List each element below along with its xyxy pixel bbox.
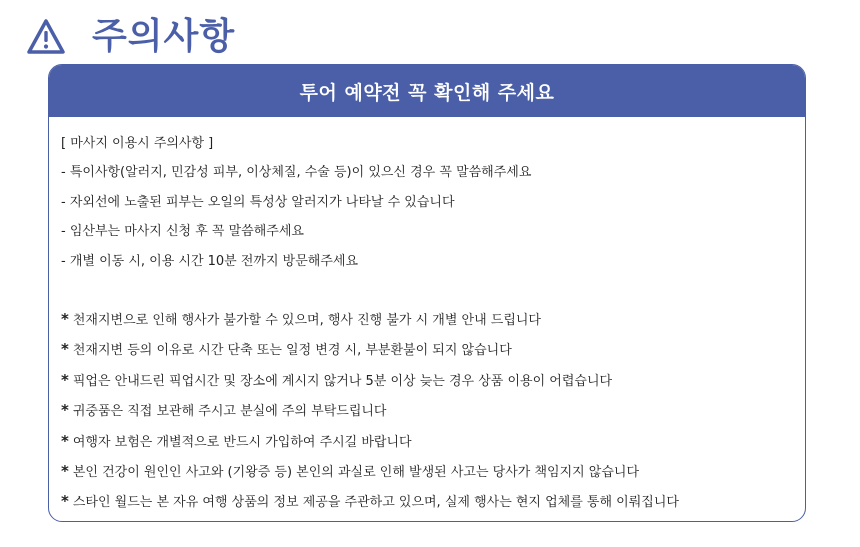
note-item bbox=[61, 366, 795, 396]
note-item bbox=[61, 487, 795, 517]
note-text: 천재지변으로 인해 행사가 불가할 수 있으며, 행사 진행 불가 시 개별 안내 드립니다 bbox=[72, 313, 541, 329]
notice-box bbox=[48, 64, 806, 522]
massage-item: - 개별 이동 시, 이용 시간 10분 전까지 방문해주세요 bbox=[61, 253, 359, 269]
note-text: 천재지변 등의 이유로 시간 단축 또는 일정 변경 시, 부분환불이 되지 않습니다 bbox=[72, 343, 512, 359]
massage-item: - 자외선에 노출된 피부는 오일의 특성상 알러지가 나타날 수 있습니다 bbox=[61, 194, 455, 210]
massage-item: - 특이사항(알러지, 민감성 피부, 이상체질, 수술 등)이 있으신 경우 꼭 말씀해주세요 bbox=[61, 165, 532, 181]
note-text: 픽업은 안내드린 픽업시간 및 장소에 계시지 않거나 5분 이상 늦는 경우 상품 이용이 어렵습니다 bbox=[72, 373, 613, 389]
notice-content bbox=[49, 117, 805, 518]
asterisk-bullet: * bbox=[61, 340, 69, 359]
massage-item: - 임산부는 마사지 신청 후 꼭 말씀해주세요 bbox=[61, 224, 304, 240]
note-text: 본인 건강이 원인인 사고와 (기왕증 등) 본인의 과실로 인해 발생된 사고는 당사가 책임지지 않습니다 bbox=[72, 465, 640, 481]
note-item bbox=[61, 457, 795, 487]
banner-text: 투어 예약전 꼭 확인해 주세요 bbox=[299, 81, 555, 104]
asterisk-bullet: * bbox=[61, 401, 69, 420]
asterisk-bullet: * bbox=[61, 310, 69, 329]
note-item bbox=[61, 396, 795, 426]
warning-triangle-icon bbox=[26, 18, 66, 56]
asterisk-bullet: * bbox=[61, 370, 69, 389]
note-item bbox=[61, 335, 795, 365]
notice-banner bbox=[49, 65, 805, 117]
note-item bbox=[61, 305, 795, 335]
asterisk-bullet: * bbox=[61, 431, 69, 450]
asterisk-bullet: * bbox=[61, 492, 69, 511]
page-title: 주의사항 bbox=[92, 16, 236, 57]
note-item bbox=[61, 427, 795, 457]
page-header bbox=[26, 12, 235, 62]
note-text: 귀중품은 직접 보관해 주시고 분실에 주의 부탁드립니다 bbox=[72, 404, 387, 420]
note-text: 여행자 보험은 개별적으로 반드시 가입하여 주시길 바랍니다 bbox=[72, 434, 412, 450]
massage-section-heading: [ 마사지 이용시 주의사항 ] bbox=[61, 136, 214, 151]
section-spacer bbox=[61, 276, 795, 305]
note-text: 스타인 월드는 본 자유 여행 상품의 정보 제공을 주관하고 있으며, 실제 행사는 현지 업체를 통해 이뤄집니다 bbox=[72, 495, 679, 511]
asterisk-bullet: * bbox=[61, 462, 69, 481]
